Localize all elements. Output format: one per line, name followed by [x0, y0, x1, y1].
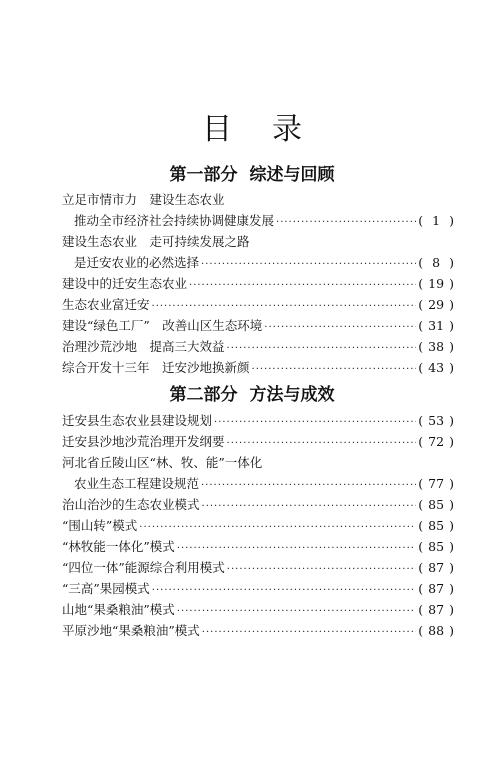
- page-number: ( 87 ): [418, 557, 454, 578]
- dot-leader: [227, 559, 416, 578]
- dot-leader: [201, 475, 416, 494]
- toc-entry-text: 建设生态农业 走可持续发展之路: [62, 234, 250, 249]
- toc-entry: [62, 515, 454, 536]
- toc-entry-text: 山地“果桑粮油”模式: [62, 602, 175, 617]
- part-2-heading: [0, 380, 504, 405]
- dot-leader: [276, 212, 416, 231]
- toc-entry-text: “林牧能一体化”模式: [62, 539, 175, 554]
- page-number: ( 53 ): [418, 410, 454, 431]
- toc-entry: [62, 336, 454, 357]
- dot-leader: [152, 580, 416, 599]
- toc-entry-text: 建设“绿色工厂” 改善山区生态环境: [62, 318, 263, 333]
- toc-entry: [62, 231, 454, 252]
- page-number-value: 87: [428, 560, 445, 575]
- page-number: ( 85 ): [418, 536, 454, 557]
- page-number: ( 38 ): [418, 336, 454, 357]
- dot-leader: [252, 359, 417, 378]
- toc-entry-text: 治理沙荒沙地 提高三大效益: [62, 339, 225, 354]
- page-number-value: 1: [432, 213, 441, 228]
- page-number: ( 29 ): [418, 294, 454, 315]
- page-number-value: 87: [428, 581, 445, 596]
- page-title: 目录: [202, 112, 342, 147]
- toc-entry: [62, 252, 454, 273]
- part-2-number: 第二部分: [169, 385, 238, 405]
- toc-entry-text: 河北省丘陵山区“林、牧、能”一体化: [62, 455, 263, 470]
- toc-entry: [62, 620, 454, 641]
- page-number-value: 72: [428, 434, 445, 449]
- page-number: ( 85 ): [418, 494, 454, 515]
- toc-entry: [62, 536, 454, 557]
- toc-entry-text: 综合开发十三年 迁安沙地换新颜: [62, 360, 250, 375]
- toc-entry: [62, 273, 454, 294]
- toc-entry-text: 农业生态工程建设规范: [74, 476, 200, 491]
- toc-entry-text: 建设中的迁安生态农业: [62, 276, 188, 291]
- toc-entry: [62, 431, 454, 452]
- page-number: ( 8 ): [418, 252, 454, 273]
- toc-entry: [62, 473, 454, 494]
- toc-entry-text: 迁安县沙地沙荒治理开发纲要: [62, 434, 225, 449]
- page-number: ( 43 ): [418, 357, 454, 378]
- page-number: ( 19 ): [418, 273, 454, 294]
- dot-leader: [177, 538, 416, 557]
- dot-leader: [177, 601, 416, 620]
- part-2-entries: [62, 410, 454, 641]
- page-number-value: 77: [428, 476, 445, 491]
- toc-entry-text: “三高”果园模式: [62, 581, 150, 596]
- dot-leader: [214, 412, 416, 431]
- part-1-heading: [0, 160, 504, 185]
- toc-entry: [62, 452, 454, 473]
- toc-entry: [62, 315, 454, 336]
- dot-leader: [139, 517, 416, 536]
- dot-leader: [227, 433, 417, 452]
- toc-entry-text: “围山转”模式: [62, 518, 138, 533]
- page-number-value: 85: [428, 518, 445, 533]
- page-number-value: 85: [428, 539, 445, 554]
- toc-entry: [62, 578, 454, 599]
- toc-entry: [62, 294, 454, 315]
- part-1-number: 第一部分: [169, 165, 238, 185]
- dot-leader: [202, 496, 417, 515]
- toc-entry: [62, 599, 454, 620]
- page-number: ( 77 ): [418, 473, 454, 494]
- toc-entry-text: 立足市情市力 建设生态农业: [62, 192, 225, 207]
- page-number-value: 8: [432, 255, 441, 270]
- page-number-value: 87: [428, 602, 445, 617]
- toc-entry-text: 生态农业富迁安: [62, 297, 150, 312]
- dot-leader: [264, 317, 416, 336]
- toc-entry: [62, 357, 454, 378]
- page-number-value: 19: [428, 276, 445, 291]
- part-1-title: 综述与回顾: [249, 165, 335, 185]
- toc-entry-text: “四位一体”能源综合利用模式: [62, 560, 225, 575]
- toc-entry: [62, 210, 454, 231]
- page-number: ( 72 ): [418, 431, 454, 452]
- page-number: ( 31 ): [418, 315, 454, 336]
- toc-entry-text: 是迁安农业的必然选择: [74, 255, 200, 270]
- toc-entry: [62, 494, 454, 515]
- toc-entry-text: 迁安县生态农业县建设规划: [62, 413, 213, 428]
- toc-entry: [62, 410, 454, 431]
- toc-entry: [62, 189, 454, 210]
- page-number: ( 1 ): [418, 210, 454, 231]
- toc-entry-text: 推动全市经济社会持续协调健康发展: [74, 213, 275, 228]
- page-number-value: 31: [428, 318, 445, 333]
- dot-leader: [227, 338, 417, 357]
- page-number: ( 88 ): [418, 620, 454, 641]
- page-number-value: 53: [428, 413, 445, 428]
- page-number: ( 87 ): [418, 578, 454, 599]
- page-number-value: 38: [428, 339, 445, 354]
- dot-leader: [152, 296, 417, 315]
- toc-entry-text: 治山治沙的生态农业模式: [62, 497, 200, 512]
- page-number-value: 88: [428, 623, 445, 638]
- dot-leader: [202, 622, 416, 641]
- dot-leader: [201, 254, 416, 273]
- toc-entry-text: 平原沙地“果桑粮油”模式: [62, 623, 200, 638]
- part-1-entries: [62, 189, 454, 378]
- page-number-value: 29: [428, 297, 445, 312]
- page-number-value: 85: [428, 497, 445, 512]
- page-number-value: 43: [428, 360, 445, 375]
- part-2-title: 方法与成效: [249, 385, 335, 405]
- page-number: ( 87 ): [418, 599, 454, 620]
- page-number: ( 85 ): [418, 515, 454, 536]
- toc-entry: [62, 557, 454, 578]
- dot-leader: [189, 275, 416, 294]
